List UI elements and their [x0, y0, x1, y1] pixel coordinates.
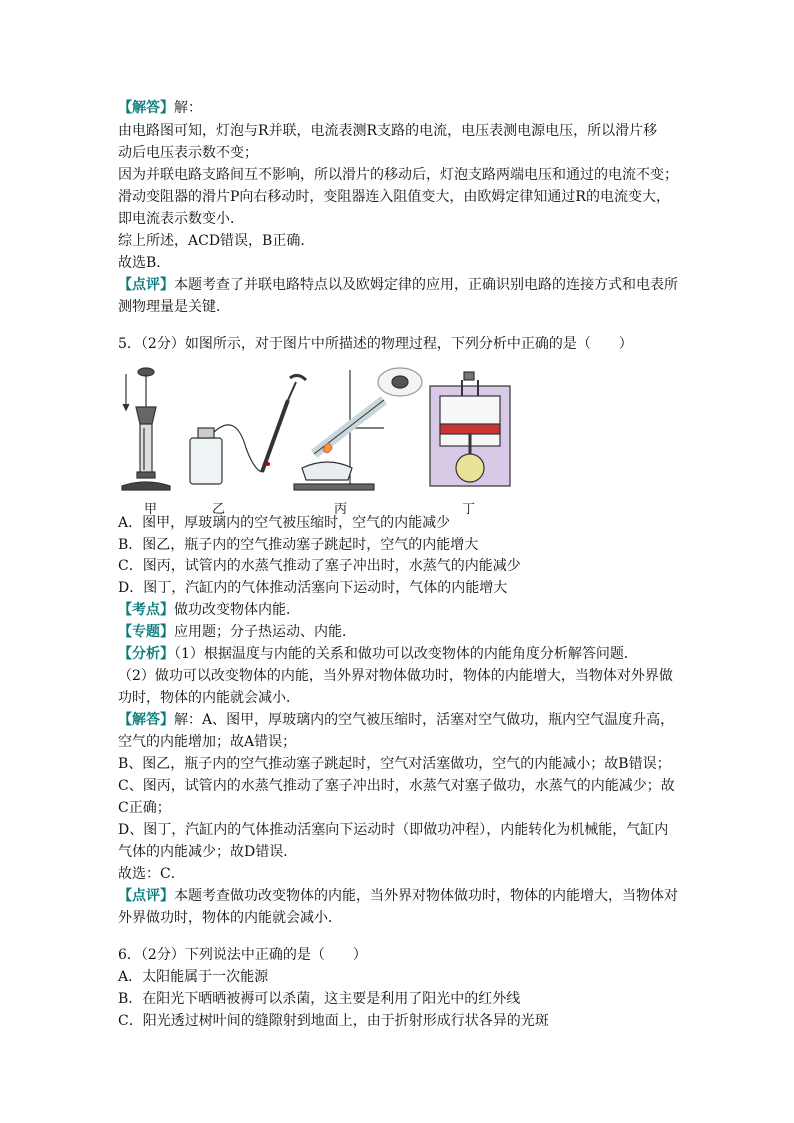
q4-analysis-heading — [118, 98, 202, 118]
q6-stem: 6．（2分）下列说法中正确的是（ ） — [118, 947, 367, 963]
fig-jia-compression-tube — [122, 368, 170, 490]
q5-figure — [118, 352, 678, 517]
q5-jieda-line: B、图乙，瓶子内的空气推动塞子跳起时，空气对活塞做功，空气的内能减小；故B错误； — [118, 756, 671, 772]
q4-analysis-line: 动后电压表示数不变； — [118, 145, 258, 161]
q5-dianping — [118, 886, 678, 906]
q4-analysis-line: 因为并联电路支路间互不影响，所以滑片的移动后，灯泡支路两端电压和通过的电流不变； — [118, 167, 678, 183]
q5-option-a: A．图甲，厚玻璃内的空气被压缩时，空气的内能减少 — [118, 515, 451, 531]
q5-option-c: C．图丙，试管内的水蒸气推动了塞子冲出时，水蒸气的内能减少 — [118, 558, 521, 574]
q5-kaodian — [118, 600, 300, 620]
dianping-text: 本题考查做功改变物体的内能，当外界对物体做功时，物体的内能增大，当物体对 — [174, 888, 678, 904]
q5-jieda-line: 气体的内能减少；故D错误． — [118, 844, 298, 860]
tag-fenxi: 【分析】 — [118, 646, 174, 662]
tag-jieda: 【解答】 — [118, 100, 174, 116]
fig-label-ding: 丁 — [462, 502, 476, 517]
q4-comment — [118, 275, 678, 295]
fig-label-bing: 丙 — [334, 502, 348, 517]
q4-analysis-line: 综上所述，ACD错误，B正确． — [118, 233, 315, 249]
kaodian-text: 做功改变物体内能． — [174, 602, 300, 618]
tag-jieda: 【解答】 — [118, 712, 174, 728]
fig-bing-test-tube — [294, 368, 422, 490]
q5-fenxi-line: 功时，物体的内能就会减小． — [118, 690, 300, 706]
q5-fenxi — [118, 644, 638, 664]
q5-option-d: D．图丁，汽缸内的气体推动活塞向下运动时，气体的内能增大 — [118, 580, 508, 596]
comment-text: 本题考查了并联电路特点以及欧姆定律的应用，正确识别电路的连接方式和电表所 — [174, 277, 678, 293]
zhuanti-text: 应用题；分子热运动、内能． — [174, 624, 356, 640]
q5-jieda-line: D、图丁，汽缸内的气体推动活塞向下运动时（即做功冲程），内能转化为机械能，气缸内 — [118, 822, 669, 838]
tag-dianping: 【点评】 — [118, 888, 174, 904]
tag-kaodian: 【考点】 — [118, 602, 174, 618]
q4-comment-line: 测物理量是关键． — [118, 299, 230, 315]
fig-yi-bottle-pump — [190, 375, 306, 484]
q4-analysis-line: 由电路图可知，灯泡与R并联，电流表测R支路的电流，电压表测电源电压，所以滑片移 — [118, 123, 658, 139]
q5-dianping-line: 外界做功时，物体的内能就会减小． — [118, 910, 342, 926]
q5-jieda-line: 故选：C． — [118, 866, 185, 882]
q5-jieda — [118, 710, 674, 730]
q5-stem: 5．（2分）如图所示，对于图片中所描述的物理过程，下列分析中正确的是（ ） — [118, 336, 633, 352]
q5-jieda-line: C、图丙，试管内的水蒸气推动了塞子冲出时，水蒸气对塞子做功，水蒸气的内能减少；故 — [118, 778, 675, 794]
q5-figure-illustrations — [118, 352, 678, 514]
jie-text: 解： — [174, 100, 202, 116]
q6-option-b: B．在阳光下晒晒被褥可以杀菌，这主要是利用了阳光中的红外线 — [118, 991, 521, 1007]
q4-analysis-line: 滑动变阻器的滑片P向右移动时，变阻器连入阻值变大，由欧姆定律知通过R的电流变大， — [118, 189, 670, 205]
q5-option-b: B．图乙，瓶子内的空气推动塞子跳起时，空气的内能增大 — [118, 537, 479, 553]
fig-label-yi: 乙 — [212, 502, 226, 517]
fig-ding-engine — [430, 372, 510, 486]
q5-zhuanti — [118, 622, 356, 642]
q6-option-a: A．太阳能属于一次能源 — [118, 969, 269, 985]
fenxi-text: （1）根据温度与内能的关系和做功可以改变物体的内能角度分析解答问题． — [174, 646, 638, 662]
jieda-text: 解：A、图甲，厚玻璃内的空气被压缩时，活塞对空气做功，瓶内空气温度升高， — [174, 712, 675, 728]
q4-analysis-line: 即电流表示数变小． — [118, 211, 244, 227]
q5-fenxi-line: （2）做功可以改变物体的内能，当外界对物体做功时，物体的内能增大，当物体对外界做 — [118, 668, 673, 684]
tag-dianping: 【点评】 — [118, 277, 174, 293]
q4-analysis-line: 故选B． — [118, 255, 171, 271]
fig-label-jia: 甲 — [144, 502, 158, 517]
q5-jieda-line: C正确； — [118, 800, 171, 816]
q5-jieda-line: 空气的内能增加；故A错误； — [118, 734, 297, 750]
tag-zhuanti: 【专题】 — [118, 624, 174, 640]
q6-option-c: C．阳光透过树叶间的缝隙射到地面上，由于折射形成行状各异的光斑 — [118, 1013, 549, 1029]
